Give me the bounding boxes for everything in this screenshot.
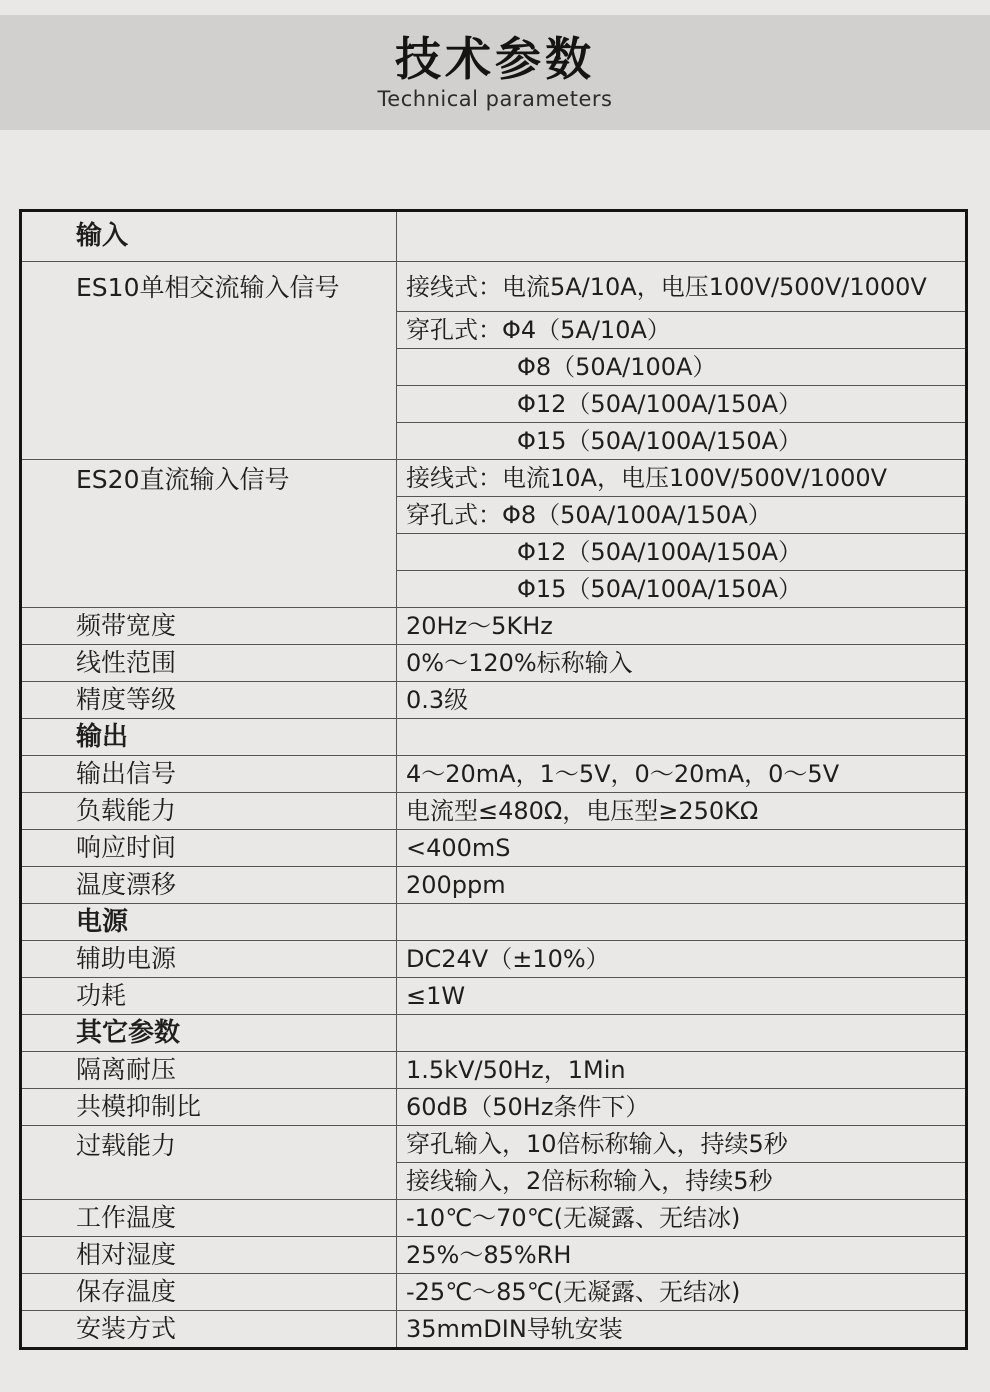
table-row [21, 460, 967, 497]
table-row [21, 262, 967, 312]
value-cell: 200ppm [397, 867, 967, 904]
table-row [21, 1200, 967, 1237]
spec-table-body [21, 211, 967, 1349]
value-cell: Φ12（50A/100A/150A） [397, 386, 967, 423]
table-row [21, 1274, 967, 1311]
param-cell: 功耗 [21, 978, 397, 1015]
param-cell: 精度等级 [21, 682, 397, 719]
value-cell: Φ15（50A/100A/150A） [397, 571, 967, 608]
table-row [21, 867, 967, 904]
value-cell: ≤1W [397, 978, 967, 1015]
value-cell: 穿孔式：Φ4（5A/10A） [397, 312, 967, 349]
table-row [21, 682, 967, 719]
table-row [21, 1015, 967, 1052]
param-cell: 温度漂移 [21, 867, 397, 904]
table-row [21, 830, 967, 867]
table-row [21, 941, 967, 978]
param-cell: 安装方式 [21, 1311, 397, 1349]
value-cell [397, 1015, 967, 1052]
table-row [21, 756, 967, 793]
value-cell: 穿孔式：Φ8（50A/100A/150A） [397, 497, 967, 534]
page-subtitle: Technical parameters [377, 87, 613, 112]
param-cell: 输出信号 [21, 756, 397, 793]
value-cell: 接线输入，2倍标称输入，持续5秒 [397, 1163, 967, 1200]
value-cell: 20Hz～5KHz [397, 608, 967, 645]
param-cell: 过载能力 [21, 1126, 397, 1200]
value-cell: 4～20mA，1～5V，0～20mA，0～5V [397, 756, 967, 793]
param-cell: 工作温度 [21, 1200, 397, 1237]
value-cell [397, 211, 967, 262]
section-header-cell: 其它参数 [21, 1015, 397, 1052]
value-cell: DC24V（±10%） [397, 941, 967, 978]
param-cell: ES20直流输入信号 [21, 460, 397, 608]
value-cell: 1.5kV/50Hz，1Min [397, 1052, 967, 1089]
param-cell: ES10单相交流输入信号 [21, 262, 397, 460]
table-row [21, 1237, 967, 1274]
table-row [21, 645, 967, 682]
value-cell: 25%～85%RH [397, 1237, 967, 1274]
param-cell: 相对湿度 [21, 1237, 397, 1274]
table-row [21, 608, 967, 645]
section-header-cell: 输出 [21, 719, 397, 756]
section-header-cell: 输入 [21, 211, 397, 262]
table-row [21, 1126, 967, 1163]
page-title: 技术参数 [395, 31, 595, 86]
table-row [21, 719, 967, 756]
value-cell: Φ15（50A/100A/150A） [397, 423, 967, 460]
param-cell: 辅助电源 [21, 941, 397, 978]
value-cell: 35mmDIN导轨安装 [397, 1311, 967, 1349]
spec-table [19, 209, 968, 1350]
value-cell [397, 904, 967, 941]
value-cell: Φ8（50A/100A） [397, 349, 967, 386]
table-row [21, 1052, 967, 1089]
value-cell: 60dB（50Hz条件下） [397, 1089, 967, 1126]
table-row [21, 793, 967, 830]
value-cell: 穿孔输入，10倍标称输入，持续5秒 [397, 1126, 967, 1163]
value-cell: 0.3级 [397, 682, 967, 719]
value-cell: <400mS [397, 830, 967, 867]
param-cell: 隔离耐压 [21, 1052, 397, 1089]
value-cell: 电流型≤480Ω，电压型≥250KΩ [397, 793, 967, 830]
value-cell: 接线式：电流5A/10A，电压100V/500V/1000V [397, 262, 967, 312]
param-cell: 保存温度 [21, 1274, 397, 1311]
param-cell: 线性范围 [21, 645, 397, 682]
value-cell: -10℃～70℃(无凝露、无结冰) [397, 1200, 967, 1237]
table-row [21, 211, 967, 262]
table-row [21, 904, 967, 941]
value-cell: -25℃～85℃(无凝露、无结冰) [397, 1274, 967, 1311]
table-row [21, 1311, 967, 1349]
table-row [21, 1089, 967, 1126]
param-cell: 频带宽度 [21, 608, 397, 645]
value-cell: 接线式：电流10A，电压100V/500V/1000V [397, 460, 967, 497]
param-cell: 共模抑制比 [21, 1089, 397, 1126]
value-cell: 0%～120%标称输入 [397, 645, 967, 682]
title-band [0, 15, 990, 130]
table-row [21, 978, 967, 1015]
param-cell: 响应时间 [21, 830, 397, 867]
value-cell: Φ12（50A/100A/150A） [397, 534, 967, 571]
value-cell [397, 719, 967, 756]
section-header-cell: 电源 [21, 904, 397, 941]
param-cell: 负载能力 [21, 793, 397, 830]
